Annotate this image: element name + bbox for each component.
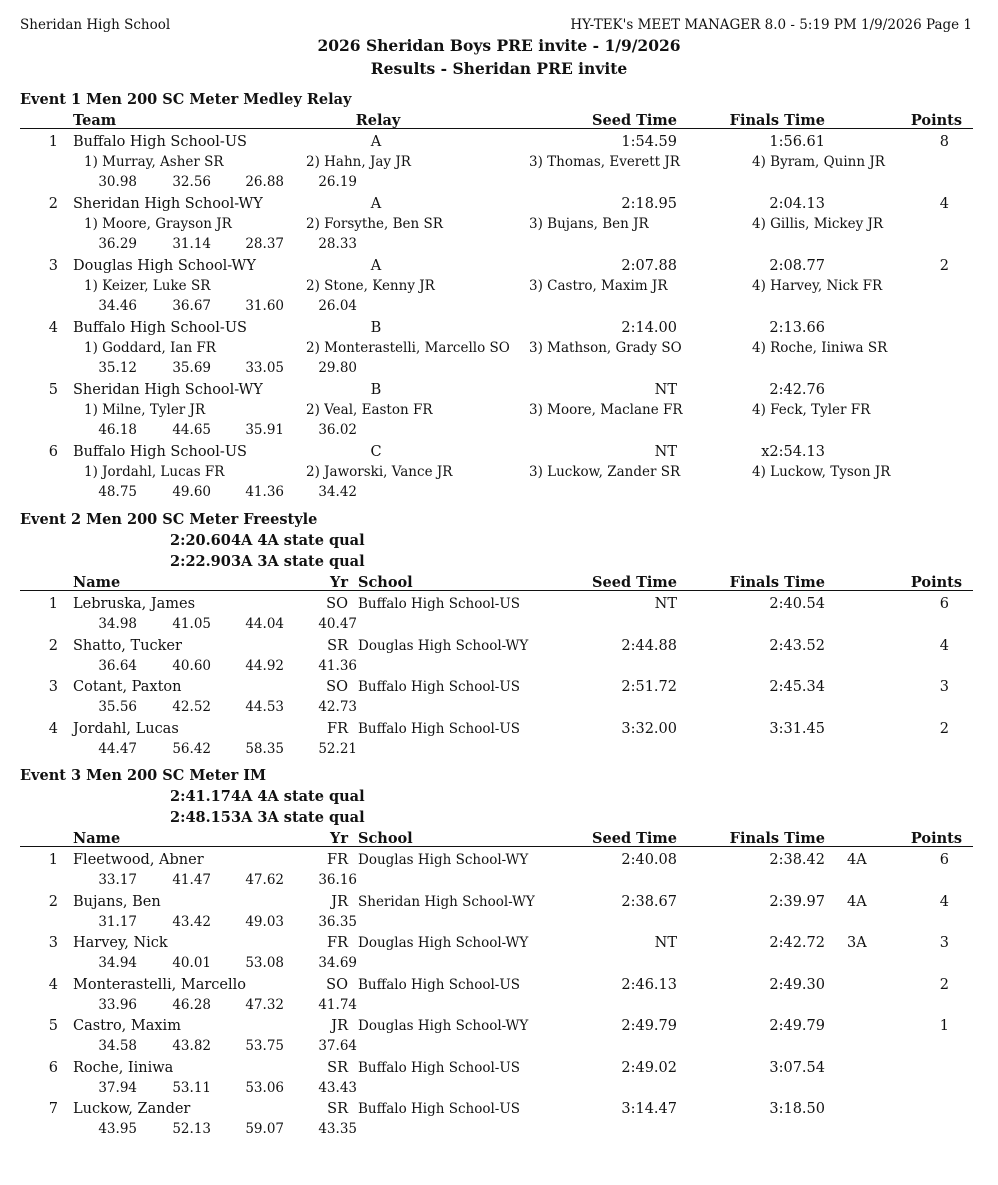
result-school: Buffalo High School-US (358, 596, 520, 612)
result-seed-time: 2:40.08 (621, 852, 677, 868)
qual-time: 2:48.15 (170, 809, 231, 826)
school-name: Sheridan High School (20, 17, 171, 33)
result-finals-time: 2:04.13 (769, 196, 825, 212)
split-time: 43.95 (98, 1121, 137, 1137)
split-time: 36.67 (172, 298, 211, 314)
column-header-seed: Seed Time (592, 112, 677, 129)
result-finals-time: 3:07.54 (769, 1059, 825, 1076)
split-time: 44.47 (98, 740, 137, 757)
qual-label: 4A 4A state qual (231, 788, 365, 805)
split-time: 43.42 (172, 913, 211, 930)
result-finals-time: 2:42.72 (769, 935, 825, 951)
result-yr: FR (327, 720, 348, 737)
result-team: Sheridan High School-WY (73, 382, 263, 398)
result-place: 3 (48, 258, 58, 274)
result-standard: 4A (847, 852, 867, 868)
result-points: 2 (939, 258, 949, 274)
split-time: 31.14 (172, 236, 211, 252)
result-name: Fleetwood, Abner (73, 852, 204, 868)
result-points: 4 (939, 893, 949, 910)
relay-swimmer: 4) Byram, Quinn JR (752, 154, 885, 170)
result-place: 3 (48, 935, 58, 951)
relay-swimmer: 1) Milne, Tyler JR (84, 402, 206, 418)
relay-swimmer: 3) Castro, Maxim JR (529, 278, 668, 294)
split-time: 36.02 (318, 422, 357, 438)
qual-label: 3A 3A state qual (231, 553, 365, 570)
split-time: 28.33 (318, 236, 357, 252)
result-name: Jordahl, Lucas (73, 720, 179, 737)
result-yr: JR (331, 1018, 348, 1034)
result-place: 7 (48, 1101, 58, 1117)
result-name: Castro, Maxim (73, 1018, 181, 1034)
result-seed-time: 2:44.88 (621, 637, 677, 654)
result-finals-time: 2:42.76 (769, 382, 825, 398)
split-time: 43.43 (318, 1079, 357, 1096)
split-time: 43.82 (172, 1038, 211, 1054)
split-time: 32.56 (172, 174, 211, 190)
relay-swimmer: 2) Jaworski, Vance JR (306, 464, 453, 480)
split-time: 31.17 (98, 913, 137, 930)
split-time: 53.08 (245, 955, 284, 971)
qual-label: 3A 3A state qual (231, 809, 365, 826)
column-header-finals: Finals Time (729, 574, 825, 591)
split-time: 34.46 (98, 298, 137, 314)
split-time: 41.05 (172, 616, 211, 632)
split-time: 53.75 (245, 1038, 284, 1054)
result-yr: SO (326, 596, 348, 612)
event-title: Event 3 Men 200 SC Meter IM (20, 767, 267, 784)
column-header-yr: Yr (330, 574, 348, 591)
result-name: Cotant, Paxton (73, 679, 182, 695)
result-name: Bujans, Ben (73, 893, 161, 910)
column-header-name: Name (73, 830, 121, 847)
result-yr: JR (331, 893, 348, 910)
result-school: Sheridan High School-WY (358, 893, 535, 910)
header-rule (20, 590, 973, 591)
column-header-team: Team (73, 112, 117, 129)
split-time: 40.60 (172, 657, 211, 674)
result-points: 4 (939, 196, 949, 212)
result-finals-time: 1:56.61 (769, 134, 825, 150)
result-seed-time: NT (654, 596, 677, 612)
result-finals-time: 2:13.66 (769, 320, 825, 336)
result-team: Douglas High School-WY (73, 258, 256, 274)
result-points: 2 (939, 976, 949, 993)
result-points: 3 (939, 935, 949, 951)
column-header-points: Points (910, 574, 962, 591)
result-points: 8 (939, 134, 949, 150)
split-time: 34.69 (318, 955, 357, 971)
result-place: 1 (48, 134, 58, 150)
result-place: 1 (48, 596, 58, 612)
column-header-school: School (358, 574, 413, 591)
result-school: Douglas High School-WY (358, 935, 529, 951)
result-finals-time: 2:49.30 (769, 976, 825, 993)
column-header-finals: Finals Time (729, 830, 825, 847)
result-standard: 3A (847, 935, 867, 951)
split-time: 34.58 (98, 1038, 137, 1054)
result-place: 2 (48, 637, 58, 654)
header-rule (20, 846, 973, 847)
split-time: 44.53 (245, 699, 284, 715)
split-time: 36.16 (318, 872, 357, 888)
split-time: 44.92 (245, 657, 284, 674)
result-relay: A (370, 196, 382, 212)
relay-swimmer: 3) Luckow, Zander SR (529, 464, 681, 480)
split-time: 44.65 (172, 422, 211, 438)
relay-swimmer: 4) Feck, Tyler FR (752, 402, 871, 418)
relay-swimmer: 4) Roche, Iiniwa SR (752, 340, 888, 356)
split-time: 34.42 (318, 484, 357, 500)
split-time: 31.60 (245, 298, 284, 314)
result-place: 4 (48, 320, 58, 336)
split-time: 26.19 (318, 174, 357, 190)
split-time: 35.56 (98, 699, 137, 715)
result-relay: B (370, 382, 382, 398)
result-seed-time: 2:14.00 (621, 320, 677, 336)
column-header-yr: Yr (330, 830, 348, 847)
result-place: 4 (48, 720, 58, 737)
result-school: Douglas High School-WY (358, 852, 529, 868)
result-place: 6 (48, 444, 58, 460)
column-header-finals: Finals Time (729, 112, 825, 129)
relay-swimmer: 1) Moore, Grayson JR (84, 216, 232, 232)
qual-time: 2:22.90 (170, 553, 231, 570)
meet-title: 2026 Sheridan Boys PRE invite - 1/9/2026 (317, 36, 681, 55)
result-points: 4 (939, 637, 949, 654)
split-time: 53.11 (172, 1079, 211, 1096)
split-time: 44.04 (245, 616, 284, 632)
split-time: 26.04 (318, 298, 357, 314)
relay-swimmer: 2) Hahn, Jay JR (306, 154, 411, 170)
result-relay: A (370, 134, 382, 150)
result-place: 2 (48, 893, 58, 910)
relay-swimmer: 4) Harvey, Nick FR (752, 278, 883, 294)
split-time: 37.64 (318, 1038, 357, 1054)
result-points: 6 (939, 852, 949, 868)
result-school: Buffalo High School-US (358, 976, 520, 993)
split-time: 37.94 (98, 1079, 137, 1096)
result-seed-time: 2:38.67 (621, 893, 677, 910)
split-time: 36.35 (318, 913, 357, 930)
split-time: 34.94 (98, 955, 137, 971)
result-yr: FR (327, 935, 348, 951)
split-time: 47.62 (245, 872, 284, 888)
column-header-relay: Relay (355, 112, 401, 129)
split-time: 29.80 (318, 360, 357, 376)
split-time: 46.28 (172, 996, 211, 1013)
result-yr: SR (327, 1101, 348, 1117)
result-yr: SR (327, 637, 348, 654)
relay-swimmer: 2) Forsythe, Ben SR (306, 216, 443, 232)
result-finals-time: 2:43.52 (769, 637, 825, 654)
split-time: 49.03 (245, 913, 284, 930)
result-name: Lebruska, James (73, 596, 196, 612)
result-seed-time: 2:49.02 (621, 1059, 677, 1076)
relay-swimmer: 3) Mathson, Grady SO (529, 340, 682, 356)
result-seed-time: 2:18.95 (621, 196, 677, 212)
split-time: 35.69 (172, 360, 211, 376)
event-title: Event 2 Men 200 SC Meter Freestyle (20, 511, 318, 528)
split-time: 48.75 (98, 484, 137, 500)
result-team: Sheridan High School-WY (73, 196, 263, 212)
split-time: 41.47 (172, 872, 211, 888)
qual-time: 2:41.17 (170, 788, 231, 805)
split-time: 28.37 (245, 236, 284, 252)
split-time: 49.60 (172, 484, 211, 500)
result-seed-time: 2:46.13 (621, 976, 677, 993)
result-seed-time: NT (654, 935, 677, 951)
split-time: 42.52 (172, 699, 211, 715)
relay-swimmer: 3) Thomas, Everett JR (529, 154, 680, 170)
column-header-seed: Seed Time (592, 830, 677, 847)
result-points: 2 (939, 720, 949, 737)
result-finals-time: 2:49.79 (769, 1018, 825, 1034)
relay-swimmer: 1) Murray, Asher SR (84, 154, 224, 170)
column-header-school: School (358, 830, 413, 847)
result-finals-time: 2:40.54 (769, 596, 825, 612)
results-title: Results - Sheridan PRE invite (370, 59, 628, 78)
result-relay: C (370, 444, 382, 460)
result-points: 1 (939, 1018, 949, 1034)
result-team: Buffalo High School-US (73, 134, 247, 150)
result-place: 6 (48, 1059, 58, 1076)
split-time: 30.98 (98, 174, 137, 190)
relay-swimmer: 1) Keizer, Luke SR (84, 278, 211, 294)
result-name: Harvey, Nick (73, 935, 168, 951)
result-yr: SR (327, 1059, 348, 1076)
split-time: 56.42 (172, 740, 211, 757)
split-time: 36.29 (98, 236, 137, 252)
result-seed-time: 2:49.79 (621, 1018, 677, 1034)
split-time: 59.07 (245, 1121, 284, 1137)
relay-swimmer: 2) Monterastelli, Marcello SO (306, 340, 510, 356)
result-finals-time: 2:38.42 (769, 852, 825, 868)
result-place: 5 (48, 1018, 58, 1034)
split-time: 35.91 (245, 422, 284, 438)
result-finals-time: 2:45.34 (769, 679, 825, 695)
split-time: 52.21 (318, 740, 357, 757)
relay-swimmer: 4) Luckow, Tyson JR (752, 464, 891, 480)
relay-swimmer: 2) Stone, Kenny JR (306, 278, 435, 294)
split-time: 47.32 (245, 996, 284, 1013)
result-place: 5 (48, 382, 58, 398)
software-info: HY-TEK's MEET MANAGER 8.0 - 5:19 PM 1/9/2026 Page 1 (570, 17, 972, 33)
split-time: 40.47 (318, 616, 357, 632)
relay-swimmer: 3) Moore, Maclane FR (529, 402, 683, 418)
result-name: Shatto, Tucker (73, 637, 182, 654)
split-time: 26.88 (245, 174, 284, 190)
split-time: 41.36 (245, 484, 284, 500)
result-school: Douglas High School-WY (358, 637, 529, 654)
result-yr: FR (327, 852, 348, 868)
column-header-points: Points (910, 830, 962, 847)
qual-time: 2:20.60 (170, 532, 231, 549)
result-place: 2 (48, 196, 58, 212)
split-time: 53.06 (245, 1079, 284, 1096)
relay-swimmer: 1) Jordahl, Lucas FR (84, 464, 225, 480)
result-seed-time: 3:32.00 (621, 720, 677, 737)
result-relay: B (370, 320, 382, 336)
header-rule (20, 128, 973, 129)
split-time: 33.05 (245, 360, 284, 376)
split-time: 35.12 (98, 360, 137, 376)
relay-swimmer: 3) Bujans, Ben JR (529, 216, 649, 232)
result-place: 1 (48, 852, 58, 868)
result-points: 3 (939, 679, 949, 695)
split-time: 43.35 (318, 1121, 357, 1137)
result-place: 4 (48, 976, 58, 993)
result-place: 3 (48, 679, 58, 695)
result-name: Monterastelli, Marcello (73, 976, 247, 993)
column-header-points: Points (910, 112, 962, 129)
split-time: 36.64 (98, 657, 137, 674)
result-yr: SO (326, 976, 348, 993)
split-time: 41.74 (318, 996, 357, 1013)
qual-label: 4A 4A state qual (231, 532, 365, 549)
result-relay: A (370, 258, 382, 274)
result-name: Luckow, Zander (73, 1101, 191, 1117)
result-team: Buffalo High School-US (73, 444, 247, 460)
result-seed-time: NT (654, 382, 677, 398)
column-header-seed: Seed Time (592, 574, 677, 591)
result-points: 6 (939, 596, 949, 612)
result-school: Buffalo High School-US (358, 1059, 520, 1076)
result-finals-time: x2:54.13 (761, 444, 825, 460)
result-seed-time: 2:07.88 (621, 258, 677, 274)
relay-swimmer: 1) Goddard, Ian FR (84, 340, 216, 356)
result-team: Buffalo High School-US (73, 320, 247, 336)
split-time: 52.13 (172, 1121, 211, 1137)
result-seed-time: NT (654, 444, 677, 460)
split-time: 42.73 (318, 699, 357, 715)
relay-swimmer: 2) Veal, Easton FR (306, 402, 433, 418)
result-school: Buffalo High School-US (358, 679, 520, 695)
split-time: 46.18 (98, 422, 137, 438)
result-name: Roche, Iiniwa (73, 1059, 174, 1076)
result-finals-time: 2:39.97 (769, 893, 825, 910)
result-finals-time: 3:31.45 (769, 720, 825, 737)
split-time: 33.96 (98, 996, 137, 1013)
relay-swimmer: 4) Gillis, Mickey JR (752, 216, 884, 232)
split-time: 40.01 (172, 955, 211, 971)
result-school: Buffalo High School-US (358, 1101, 520, 1117)
split-time: 41.36 (318, 657, 357, 674)
event-title: Event 1 Men 200 SC Meter Medley Relay (20, 91, 352, 108)
result-finals-time: 2:08.77 (769, 258, 825, 274)
split-time: 34.98 (98, 616, 137, 632)
result-finals-time: 3:18.50 (769, 1101, 825, 1117)
result-yr: SO (326, 679, 348, 695)
split-time: 58.35 (245, 740, 284, 757)
result-seed-time: 1:54.59 (621, 134, 677, 150)
column-header-name: Name (73, 574, 121, 591)
split-time: 33.17 (98, 872, 137, 888)
result-standard: 4A (847, 893, 867, 910)
result-school: Douglas High School-WY (358, 1018, 529, 1034)
result-seed-time: 2:51.72 (621, 679, 677, 695)
result-seed-time: 3:14.47 (621, 1101, 677, 1117)
result-school: Buffalo High School-US (358, 720, 520, 737)
